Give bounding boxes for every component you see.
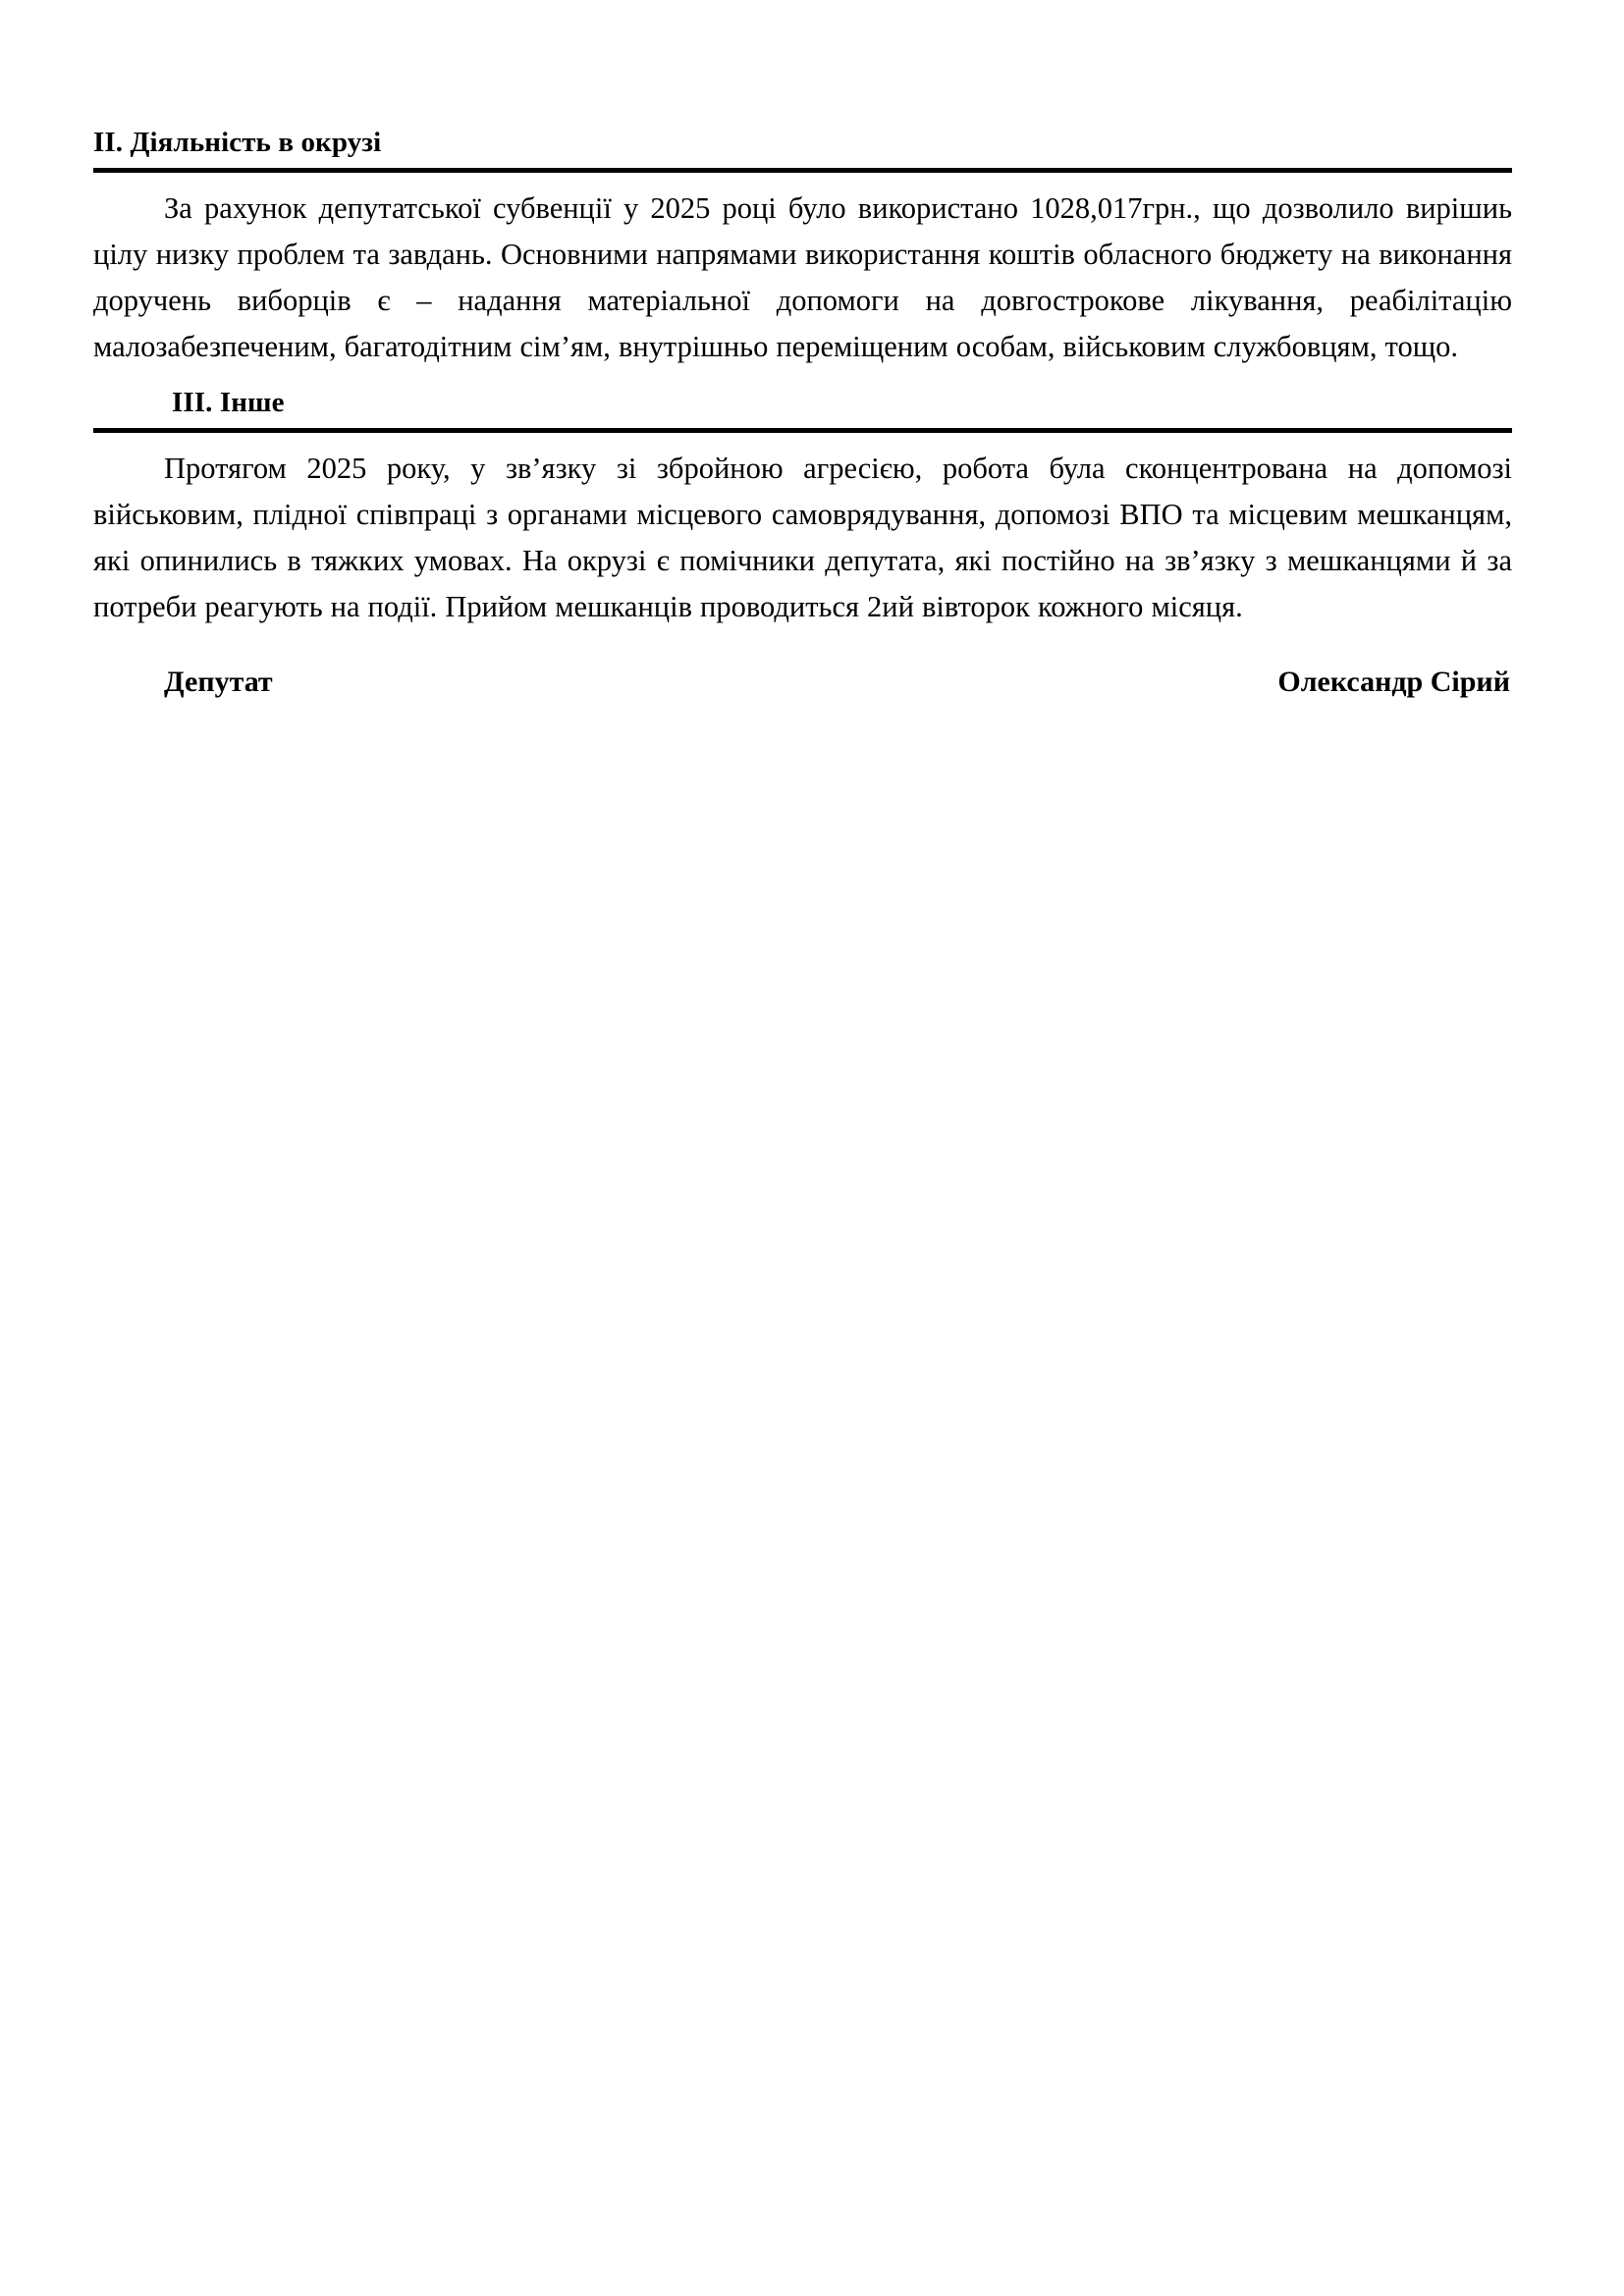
document-content — [93, 126, 1512, 699]
section-paragraph-other: Протягом 2025 року, у зв’язку зі збройною агресією, робота була сконцентрована на допомозі військовим, плідної співпраці з органами місцевого самоврядування, допомозі ВПО та місцевим мешканцям, які опинились в тяжких умовах. На окрузі є помічники депутата, які постійно на зв’язку з мешканцями й за потреби реагують на події. Прийом мешканців проводиться 2ий вівторок кожного місяця. — [93, 452, 1512, 624]
signature-block — [93, 666, 1512, 699]
signature-spacer — [93, 630, 1512, 638]
section-heading-activity: II. Діяльність в окрузі — [93, 127, 382, 158]
paragraph-spacer — [93, 370, 1512, 386]
heading-divider-other — [93, 428, 1512, 433]
signature-role: Депутат — [164, 666, 273, 699]
section-paragraph-activity: За рахунок депутатської субвенції у 2025 році було використано 1028,017грн., що дозволило вирішиь цілу низку проблем та завдань. Основними напрямами використання коштів обласного бюджету на виконання доручень виборців є – надання матеріальної допомоги на довгострокове лікування, реабілітацію малозабезпеченим, багатодітним сім’ям, внутрішньо переміщеним особам, військовим службовцям, тощо. — [93, 191, 1512, 364]
signature-name: Олександр Сірий — [1277, 666, 1510, 699]
heading-divider-activity — [93, 168, 1512, 173]
section-heading-other: III. Інше — [172, 387, 285, 419]
